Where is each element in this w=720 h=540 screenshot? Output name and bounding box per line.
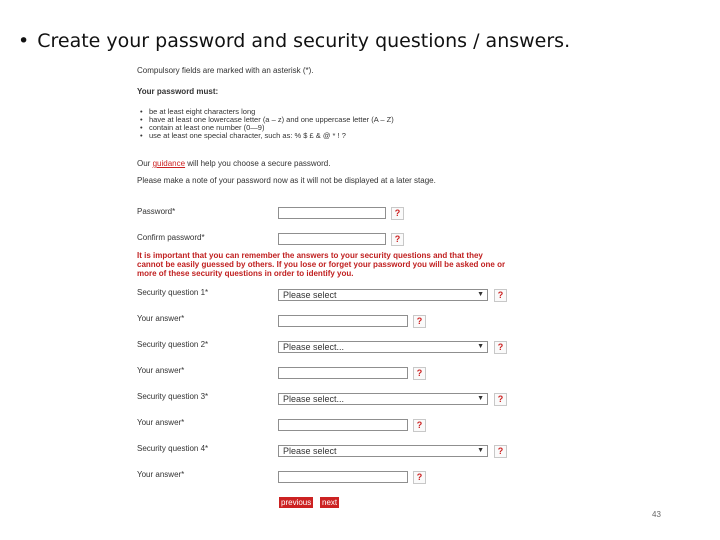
confirm-password-input[interactable] bbox=[278, 233, 386, 245]
answer-4-label: Your answer* bbox=[137, 470, 185, 479]
compulsory-note: Compulsory fields are marked with an asterisk (*). bbox=[137, 66, 314, 75]
answer-2-label: Your answer* bbox=[137, 366, 185, 375]
warning-line: It is important that you can remember the answers to your security questions and that they bbox=[137, 251, 483, 260]
security-question-2-select[interactable] bbox=[278, 341, 488, 353]
confirm-password-help-button[interactable]: ? bbox=[391, 233, 404, 246]
bullet-marker: • bbox=[18, 30, 30, 52]
security-question-2-label: Security question 2* bbox=[137, 340, 209, 349]
security-question-1-label: Security question 1* bbox=[137, 288, 209, 297]
answer-1-label: Your answer* bbox=[137, 314, 185, 323]
dropdown-arrow-icon: ▼ bbox=[477, 447, 484, 454]
answer-3-help-button[interactable]: ? bbox=[413, 419, 426, 432]
security-question-4-select[interactable] bbox=[278, 445, 488, 457]
guidance-suffix: will help you choose a secure password. bbox=[185, 159, 331, 168]
password-requirements-list bbox=[137, 108, 394, 140]
requirement-item: • contain at least one number (0—9) bbox=[149, 124, 394, 132]
dropdown-arrow-icon: ▼ bbox=[477, 343, 484, 350]
answer-2-help-button[interactable]: ? bbox=[413, 367, 426, 380]
answer-4-input[interactable] bbox=[278, 471, 408, 483]
security-question-4-label: Security question 4* bbox=[137, 444, 209, 453]
password-help-button[interactable]: ? bbox=[391, 207, 404, 220]
answer-3-input[interactable] bbox=[278, 419, 408, 431]
security-question-3-select[interactable] bbox=[278, 393, 488, 405]
selected-value: Please select... bbox=[283, 394, 345, 404]
security-question-3-label: Security question 3* bbox=[137, 392, 209, 401]
dropdown-arrow-icon: ▼ bbox=[477, 291, 484, 298]
security-question-4-help-button[interactable]: ? bbox=[494, 445, 507, 458]
selected-value: Please select bbox=[283, 446, 337, 456]
confirm-password-label: Confirm password* bbox=[137, 233, 205, 242]
dropdown-arrow-icon: ▼ bbox=[477, 395, 484, 402]
security-question-2-help-button[interactable]: ? bbox=[494, 341, 507, 354]
page-number: 43 bbox=[652, 510, 661, 519]
requirement-item: • be at least eight characters long bbox=[149, 108, 394, 116]
security-warning bbox=[137, 251, 537, 278]
password-label: Password* bbox=[137, 207, 176, 216]
selected-value: Please select... bbox=[283, 342, 345, 352]
password-rules-heading: Your password must: bbox=[137, 87, 219, 96]
answer-1-help-button[interactable]: ? bbox=[413, 315, 426, 328]
security-question-1-select[interactable] bbox=[278, 289, 488, 301]
requirement-item: • use at least one special character, such as: % $ £ & @ * ! ? bbox=[149, 132, 394, 140]
answer-1-input[interactable] bbox=[278, 315, 408, 327]
warning-line: cannot be easily guessed by others. If you lose or forget your password you will be asked one or bbox=[137, 260, 506, 269]
slide-heading-text: Create your password and security questions / answers. bbox=[37, 30, 571, 52]
password-input[interactable] bbox=[278, 207, 386, 219]
security-question-3-help-button[interactable]: ? bbox=[494, 393, 507, 406]
answer-2-input[interactable] bbox=[278, 367, 408, 379]
warning-line: more of these security questions in order to identify you. bbox=[137, 269, 354, 278]
previous-button[interactable]: previous bbox=[281, 498, 312, 507]
guidance-text bbox=[137, 159, 330, 168]
security-question-1-help-button[interactable]: ? bbox=[494, 289, 507, 302]
requirement-item: • have at least one lowercase letter (a – z) and one uppercase letter (A – Z) bbox=[149, 116, 394, 124]
guidance-link[interactable]: guidance bbox=[152, 159, 186, 168]
answer-4-help-button[interactable]: ? bbox=[413, 471, 426, 484]
note-text: Please make a note of your password now as it will not be displayed at a later stage. bbox=[137, 176, 436, 185]
slide-heading bbox=[18, 30, 570, 52]
guidance-prefix: Our bbox=[137, 159, 153, 168]
next-button[interactable]: next bbox=[322, 498, 338, 507]
answer-3-label: Your answer* bbox=[137, 418, 185, 427]
selected-value: Please select bbox=[283, 290, 337, 300]
